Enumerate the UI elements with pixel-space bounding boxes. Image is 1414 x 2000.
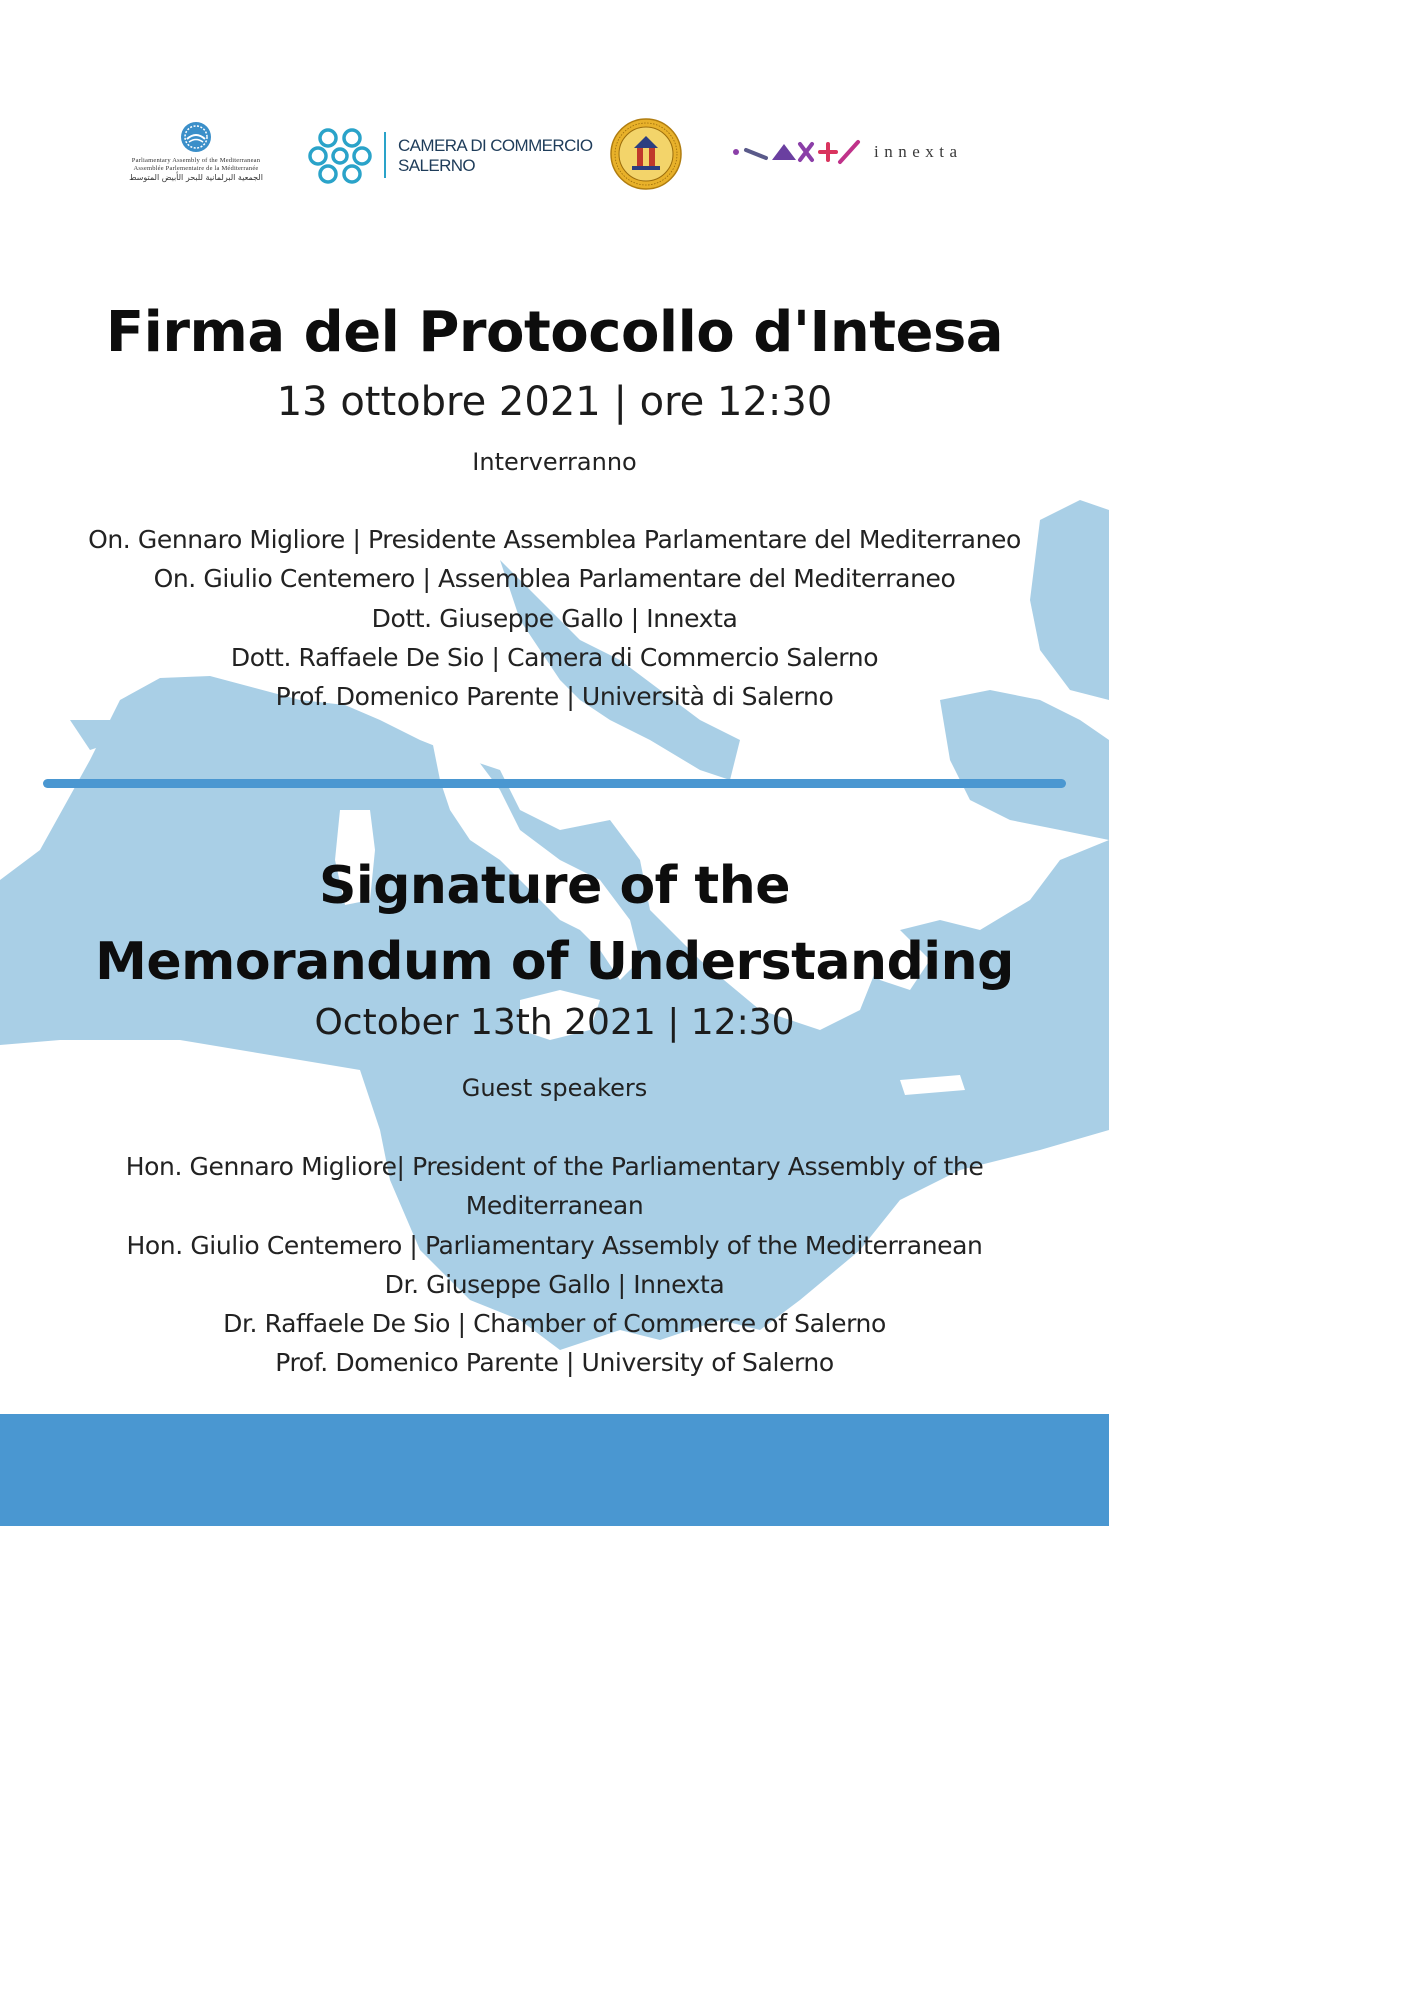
english-speakers-list xyxy=(0,1147,1109,1383)
chamber-name xyxy=(398,136,593,176)
pam-name-french: Assemblée Parlementaire de la Méditerranée xyxy=(133,165,259,172)
speaker-line: Dott. Giuseppe Gallo | Innexta xyxy=(371,603,738,633)
speaker-line: Hon. Giulio Centemero | Parliamentary Assembly of the Mediterranean xyxy=(126,1230,983,1260)
pam-logo xyxy=(113,116,279,200)
italian-speakers-heading: Interverranno xyxy=(472,448,637,476)
english-title-line2: Memorandum of Understanding xyxy=(95,932,1014,992)
chamber-knot-icon xyxy=(308,124,374,186)
english-title xyxy=(0,848,1109,1000)
partner-logos xyxy=(0,110,1109,200)
pam-name-english: Parliamentary Assembly of the Mediterranean xyxy=(131,157,261,164)
university-seal-icon xyxy=(610,118,682,190)
pam-emblem-icon xyxy=(179,120,213,154)
innexta-logo xyxy=(732,130,963,174)
italian-title: Firma del Protocollo d'Intesa xyxy=(105,300,1004,365)
innexta-wordmark: innexta xyxy=(874,142,963,161)
pam-name-arabic: الجمعية البرلمانية للبحر الأبيض المتوسط xyxy=(129,173,263,182)
chamber-logo-divider xyxy=(384,132,386,178)
innexta-mark-icon xyxy=(732,130,864,174)
english-speakers-heading: Guest speakers xyxy=(461,1074,648,1102)
italian-speakers-list xyxy=(0,520,1109,716)
speaker-line: Dr. Raffaele De Sio | Chamber of Commerce of Salerno xyxy=(223,1309,886,1339)
speaker-line: Hon. Gennaro Migliore| President of the Parliamentary Assembly of the xyxy=(125,1152,984,1181)
speaker-line: On. Giulio Centemero | Assemblea Parlamentare del Mediterraneo xyxy=(153,564,956,594)
speaker-line: On. Gennaro Migliore | Presidente Assemblea Parlamentare del Mediterraneo xyxy=(88,525,1021,554)
chamber-name-line1: CAMERA DI COMMERCIO xyxy=(398,136,593,155)
speaker-line: Prof. Domenico Parente | Università di Salerno xyxy=(275,682,834,712)
speaker-line: Mediterranean xyxy=(465,1191,644,1221)
speaker-line: Dott. Raffaele De Sio | Camera di Commercio Salerno xyxy=(230,642,879,672)
english-title-line1: Signature of the xyxy=(318,856,791,916)
university-seal-logo xyxy=(610,118,682,195)
speaker-line: Prof. Domenico Parente | University of Salerno xyxy=(275,1348,834,1378)
speaker-line: Dr. Giuseppe Gallo | Innexta xyxy=(384,1269,725,1299)
english-date: October 13th 2021 | 12:30 xyxy=(314,1002,795,1043)
footer-band xyxy=(0,1414,1109,1526)
italian-date: 13 ottobre 2021 | ore 12:30 xyxy=(276,379,833,425)
section-divider xyxy=(43,779,1066,788)
chamber-name-line2: SALERNO xyxy=(398,156,476,175)
